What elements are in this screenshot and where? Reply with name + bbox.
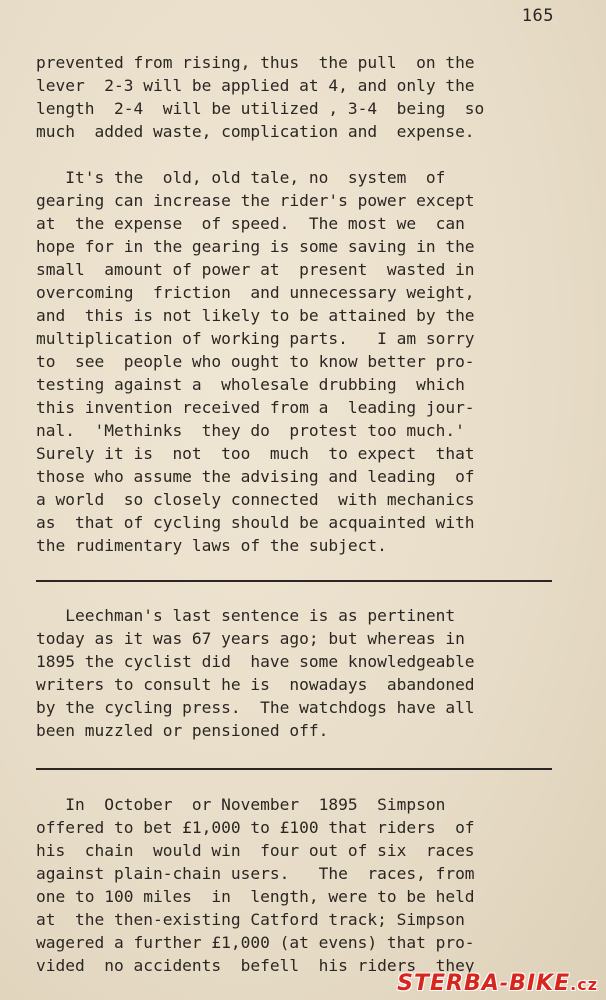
text-line: and this is not likely to be attained by the [36,306,475,325]
text-line: to see people who ought to know better pro- [36,352,475,371]
text-line: nal. 'Methinks they do protest too much.' [36,421,465,440]
text-line: today as it was 67 years ago; but whereas in [36,629,465,648]
text-line: Surely it is not too much to expect that [36,444,475,463]
text-line: at the then-existing Catford track; Simpson [36,910,465,929]
text-line: length 2-4 will be utilized , 3-4 being so [36,99,485,118]
text-line: lever 2-3 will be applied at 4, and only the [36,76,475,95]
text-line: offered to bet £1,000 to £100 that riders of [36,818,475,837]
text-line: those who assume the advising and leading of [36,467,475,486]
text-line: prevented from rising, thus the pull on the [36,53,475,72]
text-line: as that of cycling should be acquainted with [36,513,475,532]
paragraph-2 [36,166,556,557]
text-line: the rudimentary laws of the subject. [36,536,387,555]
text-line: much added waste, complication and expense. [36,122,475,141]
watermark-brand-a: STERBA [397,971,500,996]
text-line: one to 100 miles in length, were to be held [36,887,475,906]
text-line: at the expense of speed. The most we can [36,214,465,233]
watermark-dash: - [499,971,510,995]
text-line: In October or November 1895 Simpson [36,795,446,814]
page-number: 165 [521,6,554,26]
text-line: small amount of power at present wasted in [36,260,475,279]
text-line: It's the old, old tale, no system of [36,168,446,187]
section-divider [36,768,552,770]
text-line: against plain-chain users. The races, from [36,864,475,883]
text-line: his chain would win four out of six races [36,841,475,860]
text-line: a world so closely connected with mechanics [36,490,475,509]
text-line: writers to consult he is nowadays abandoned [36,675,475,694]
text-line: been muzzled or pensioned off. [36,721,329,740]
section-divider [36,580,552,582]
text-line: multiplication of working parts. I am sorry [36,329,475,348]
watermark-domain: .cz [570,975,598,994]
text-line: 1895 the cyclist did have some knowledgeable [36,652,475,671]
watermark-logo [397,971,598,996]
text-line: by the cycling press. The watchdogs have all [36,698,475,717]
paragraph-3 [36,604,556,742]
text-line: Leechman's last sentence is as pertinent [36,606,456,625]
text-line: hope for in the gearing is some saving in the [36,237,475,256]
watermark-brand-b: BIKE [509,971,571,996]
text-line: wagered a further £1,000 (at evens) that pro- [36,933,475,952]
text-line: this invention received from a leading jour- [36,398,475,417]
text-line: testing against a wholesale drubbing which [36,375,465,394]
text-line: vided no accidents befell his riders they [36,956,475,975]
paragraph-1 [36,51,556,143]
paragraph-4 [36,793,556,977]
text-line: overcoming friction and unnecessary weight, [36,283,475,302]
text-line: gearing can increase the rider's power except [36,191,475,210]
